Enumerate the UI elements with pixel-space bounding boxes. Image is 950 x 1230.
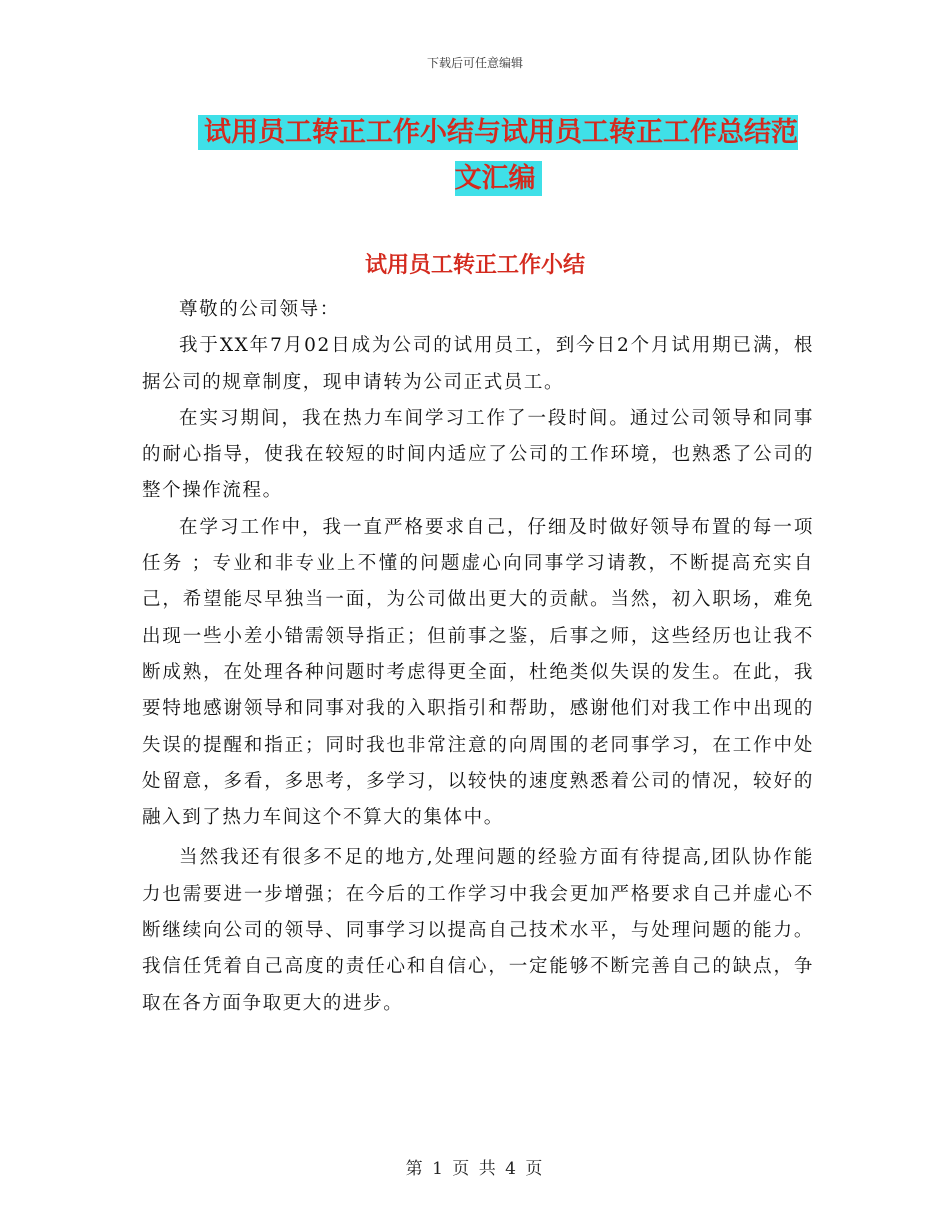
paragraph: 我于XX年7月02日成为公司的试用员工，到今日2个月试用期已满，根据公司的规章制度，现申请转为公司正式员工。 xyxy=(142,335,814,393)
page-footer: 第 1 页 共 4 页 xyxy=(405,1159,545,1179)
document-title-text: 试用员工转正工作小结与试用员工转正工作总结范文汇编 xyxy=(198,115,798,196)
header-note: 下载后可任意编辑 xyxy=(426,56,523,70)
section-title: 试用员工转正工作小结 xyxy=(364,253,585,278)
paragraph: 在实习期间，我在热力车间学习工作了一段时间。通过公司领导和同事的耐心指导，使我在较短的时间内适应了公司的工作环境，也熟悉了公司的整个操作流程。 xyxy=(142,407,814,502)
paragraph: 在学习工作中，我一直严格要求自己，仔细及时做好领导布置的每一项任务 ；专业和非专业上不懂的问题虚心向同事学习请教，不断提高充实自己，希望能尽早独当一面，为公司做出更大的贡献。当然，初入职场，难免出现一些小差小错需领导指正；但前事之鉴，后事之师，这些经历也让我不断成熟，在处理各种问题时考虑得更全面，杜绝类似失误的发生。在此，我要特地感谢领导和同事对我的入职指引和帮助，感谢他们对我工作中出现的失误的提醒和指正；同时我也非常注意的向周围的老同事学习，在工作中处处留意，多看，多思考，多学习，以较快的速度熟悉着公司的情况，较好的融入到了热力车间这个不算大的集体中。 xyxy=(142,516,814,829)
salutation: 尊敬的公司领导： xyxy=(179,299,340,320)
body-text xyxy=(142,292,814,1022)
document-title xyxy=(188,110,808,202)
paragraph: 当然我还有很多不足的地方,处理问题的经验方面有待提高,团队协作能力也需要进一步增强；在今后的工作学习中我会更加严格要求自己并虚心不断继续向公司的领导、同事学习以提高自己技术水平，与处理问题的能力。我信任凭着自己高度的责任心和自信心，一定能够不断完善自己的缺点，争取在各方面争取更大的进步。 xyxy=(142,847,814,1014)
